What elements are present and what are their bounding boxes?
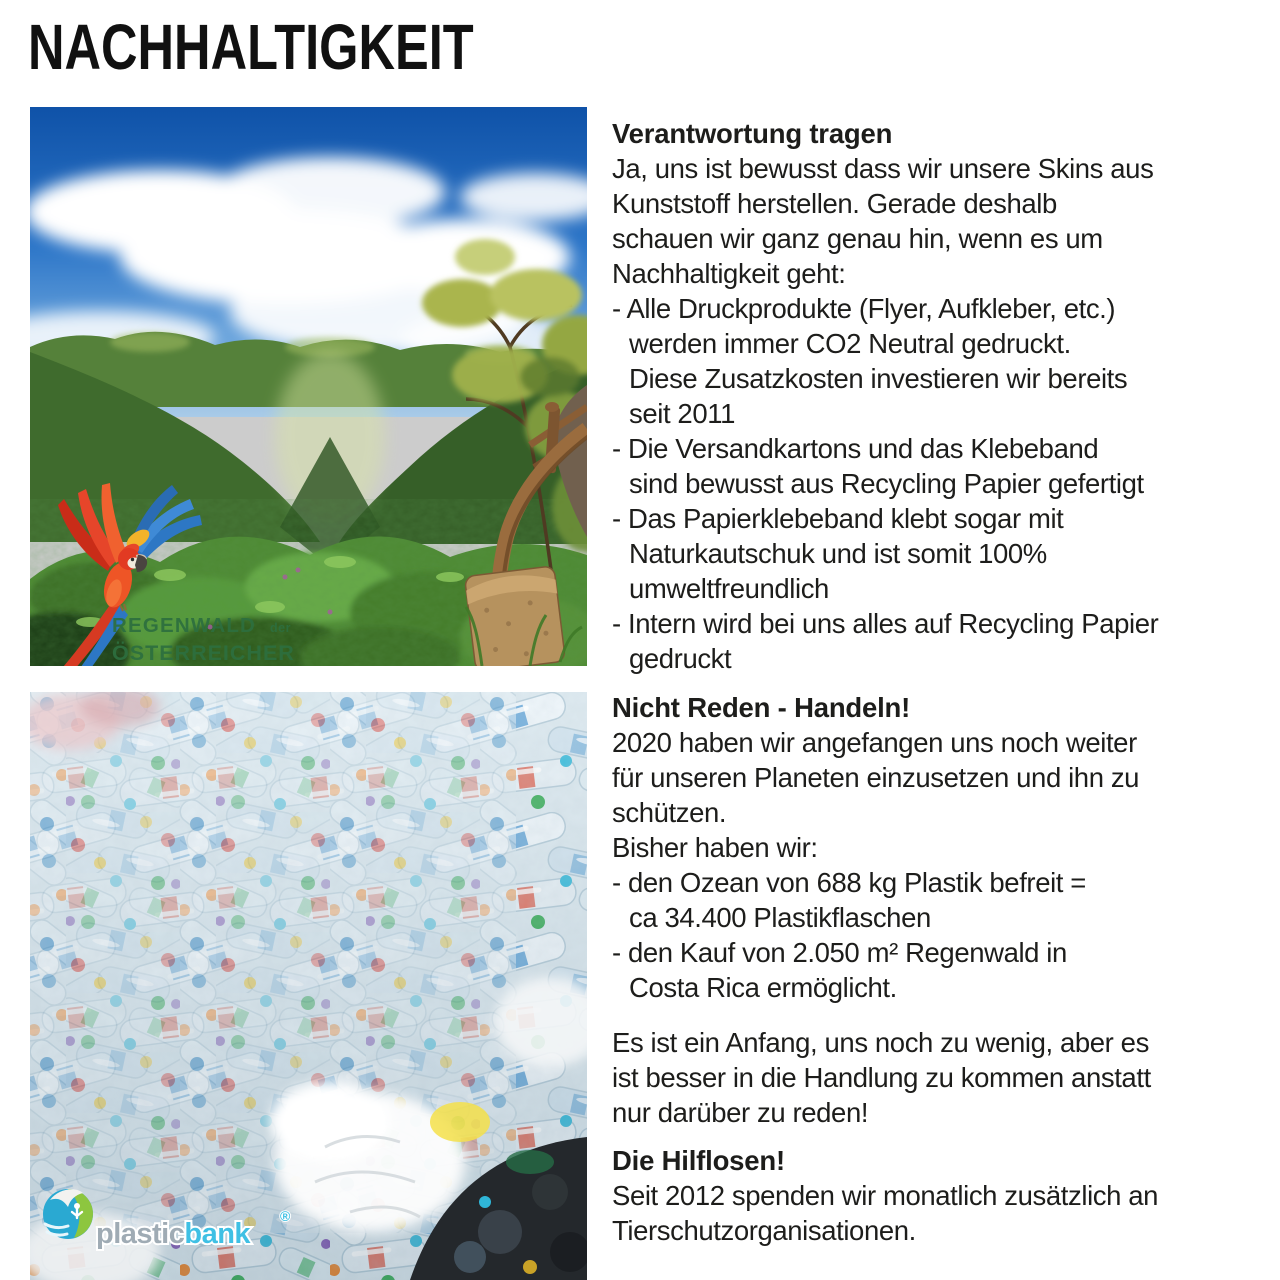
- section-heading: Verantwortung tragen: [612, 118, 893, 149]
- text-line: umweltfreundlich: [629, 573, 829, 604]
- text-line: Es ist ein Anfang, uns noch zu wenig, aber es: [612, 1027, 1149, 1058]
- bullet-line: - den Ozean von 688 kg Plastik befreit =: [612, 867, 1086, 898]
- rainforest-illustration: [30, 107, 587, 666]
- text-line: Tierschutzorganisationen.: [612, 1215, 916, 1246]
- plastic-bottles-photo: [30, 692, 587, 1280]
- text-line: nur darüber zu reden!: [612, 1097, 869, 1128]
- plastic-pile-illustration: [30, 692, 587, 1280]
- yellow-bottle: [430, 1102, 490, 1142]
- text-line: gedruckt: [629, 643, 732, 674]
- text-line: für unseren Planeten einzusetzen und ihn zu: [612, 762, 1140, 793]
- section-nicht-reden-handeln: [612, 690, 1280, 1005]
- bullet-line: - Die Versandkartons und das Klebeband: [612, 433, 1099, 464]
- text-line: schützen.: [612, 797, 727, 828]
- text-line: schauen wir ganz genau hin, wenn es um: [612, 223, 1103, 254]
- text-line: Kunststoff herstellen. Gerade deshalb: [612, 188, 1057, 219]
- bullet-line: - Intern wird bei uns alles auf Recycling Papier: [612, 608, 1159, 639]
- text-column: [612, 116, 1280, 1248]
- text-line: ist besser in die Handlung zu kommen anstatt: [612, 1062, 1151, 1093]
- bullet-line: - Alle Druckprodukte (Flyer, Aufkleber, etc.): [612, 293, 1116, 324]
- text-line: werden immer CO2 Neutral gedruckt.: [629, 328, 1071, 359]
- bullet-line: - Das Papierklebeband klebt sogar mit: [612, 503, 1064, 534]
- text-line: Diese Zusatzkosten investieren wir bereits: [629, 363, 1128, 394]
- text-line: sind bewusst aus Recycling Papier gefertigt: [629, 468, 1144, 499]
- rainforest-photo: [30, 107, 587, 666]
- section-heading: Nicht Reden - Handeln!: [612, 692, 911, 723]
- section-verantwortung-tragen: [612, 116, 1280, 676]
- text-line: Naturkautschuk und ist somit 100%: [629, 538, 1047, 569]
- text-line: Costa Rica ermöglicht.: [629, 972, 897, 1003]
- text-line: Bisher haben wir:: [612, 832, 818, 863]
- text-line: Seit 2012 spenden wir monatlich zusätzlich an: [612, 1180, 1159, 1211]
- text-line: 2020 haben wir angefangen uns noch weiter: [612, 727, 1137, 758]
- regenwald-logo-line1: REGENWALD: [112, 614, 257, 637]
- regenwald-logo-der: der: [270, 621, 291, 635]
- plasticbank-globe-icon: [43, 1189, 93, 1239]
- page-title: NACHHALTIGKEIT: [28, 11, 474, 83]
- regenwald-logo-line2: ÖSTERREICHER: [112, 641, 295, 665]
- bullet-line: - den Kauf von 2.050 m² Regenwald in: [612, 937, 1067, 968]
- text-line: ca 34.400 Plastikflaschen: [629, 902, 931, 933]
- registered-trademark-icon: ®: [280, 1208, 291, 1224]
- section-die-hilflosen: [612, 1143, 1280, 1248]
- text-line: Nachhaltigkeit geht:: [612, 258, 846, 289]
- plasticbank-logo-text: plasticbank: [96, 1218, 251, 1250]
- text-line: Ja, uns ist bewusst dass wir unsere Skins aus: [612, 153, 1154, 184]
- section-heading: Die Hilflosen!: [612, 1145, 785, 1176]
- section-es-ist-ein-anfang: [612, 1025, 1280, 1130]
- text-line: seit 2011: [629, 398, 735, 429]
